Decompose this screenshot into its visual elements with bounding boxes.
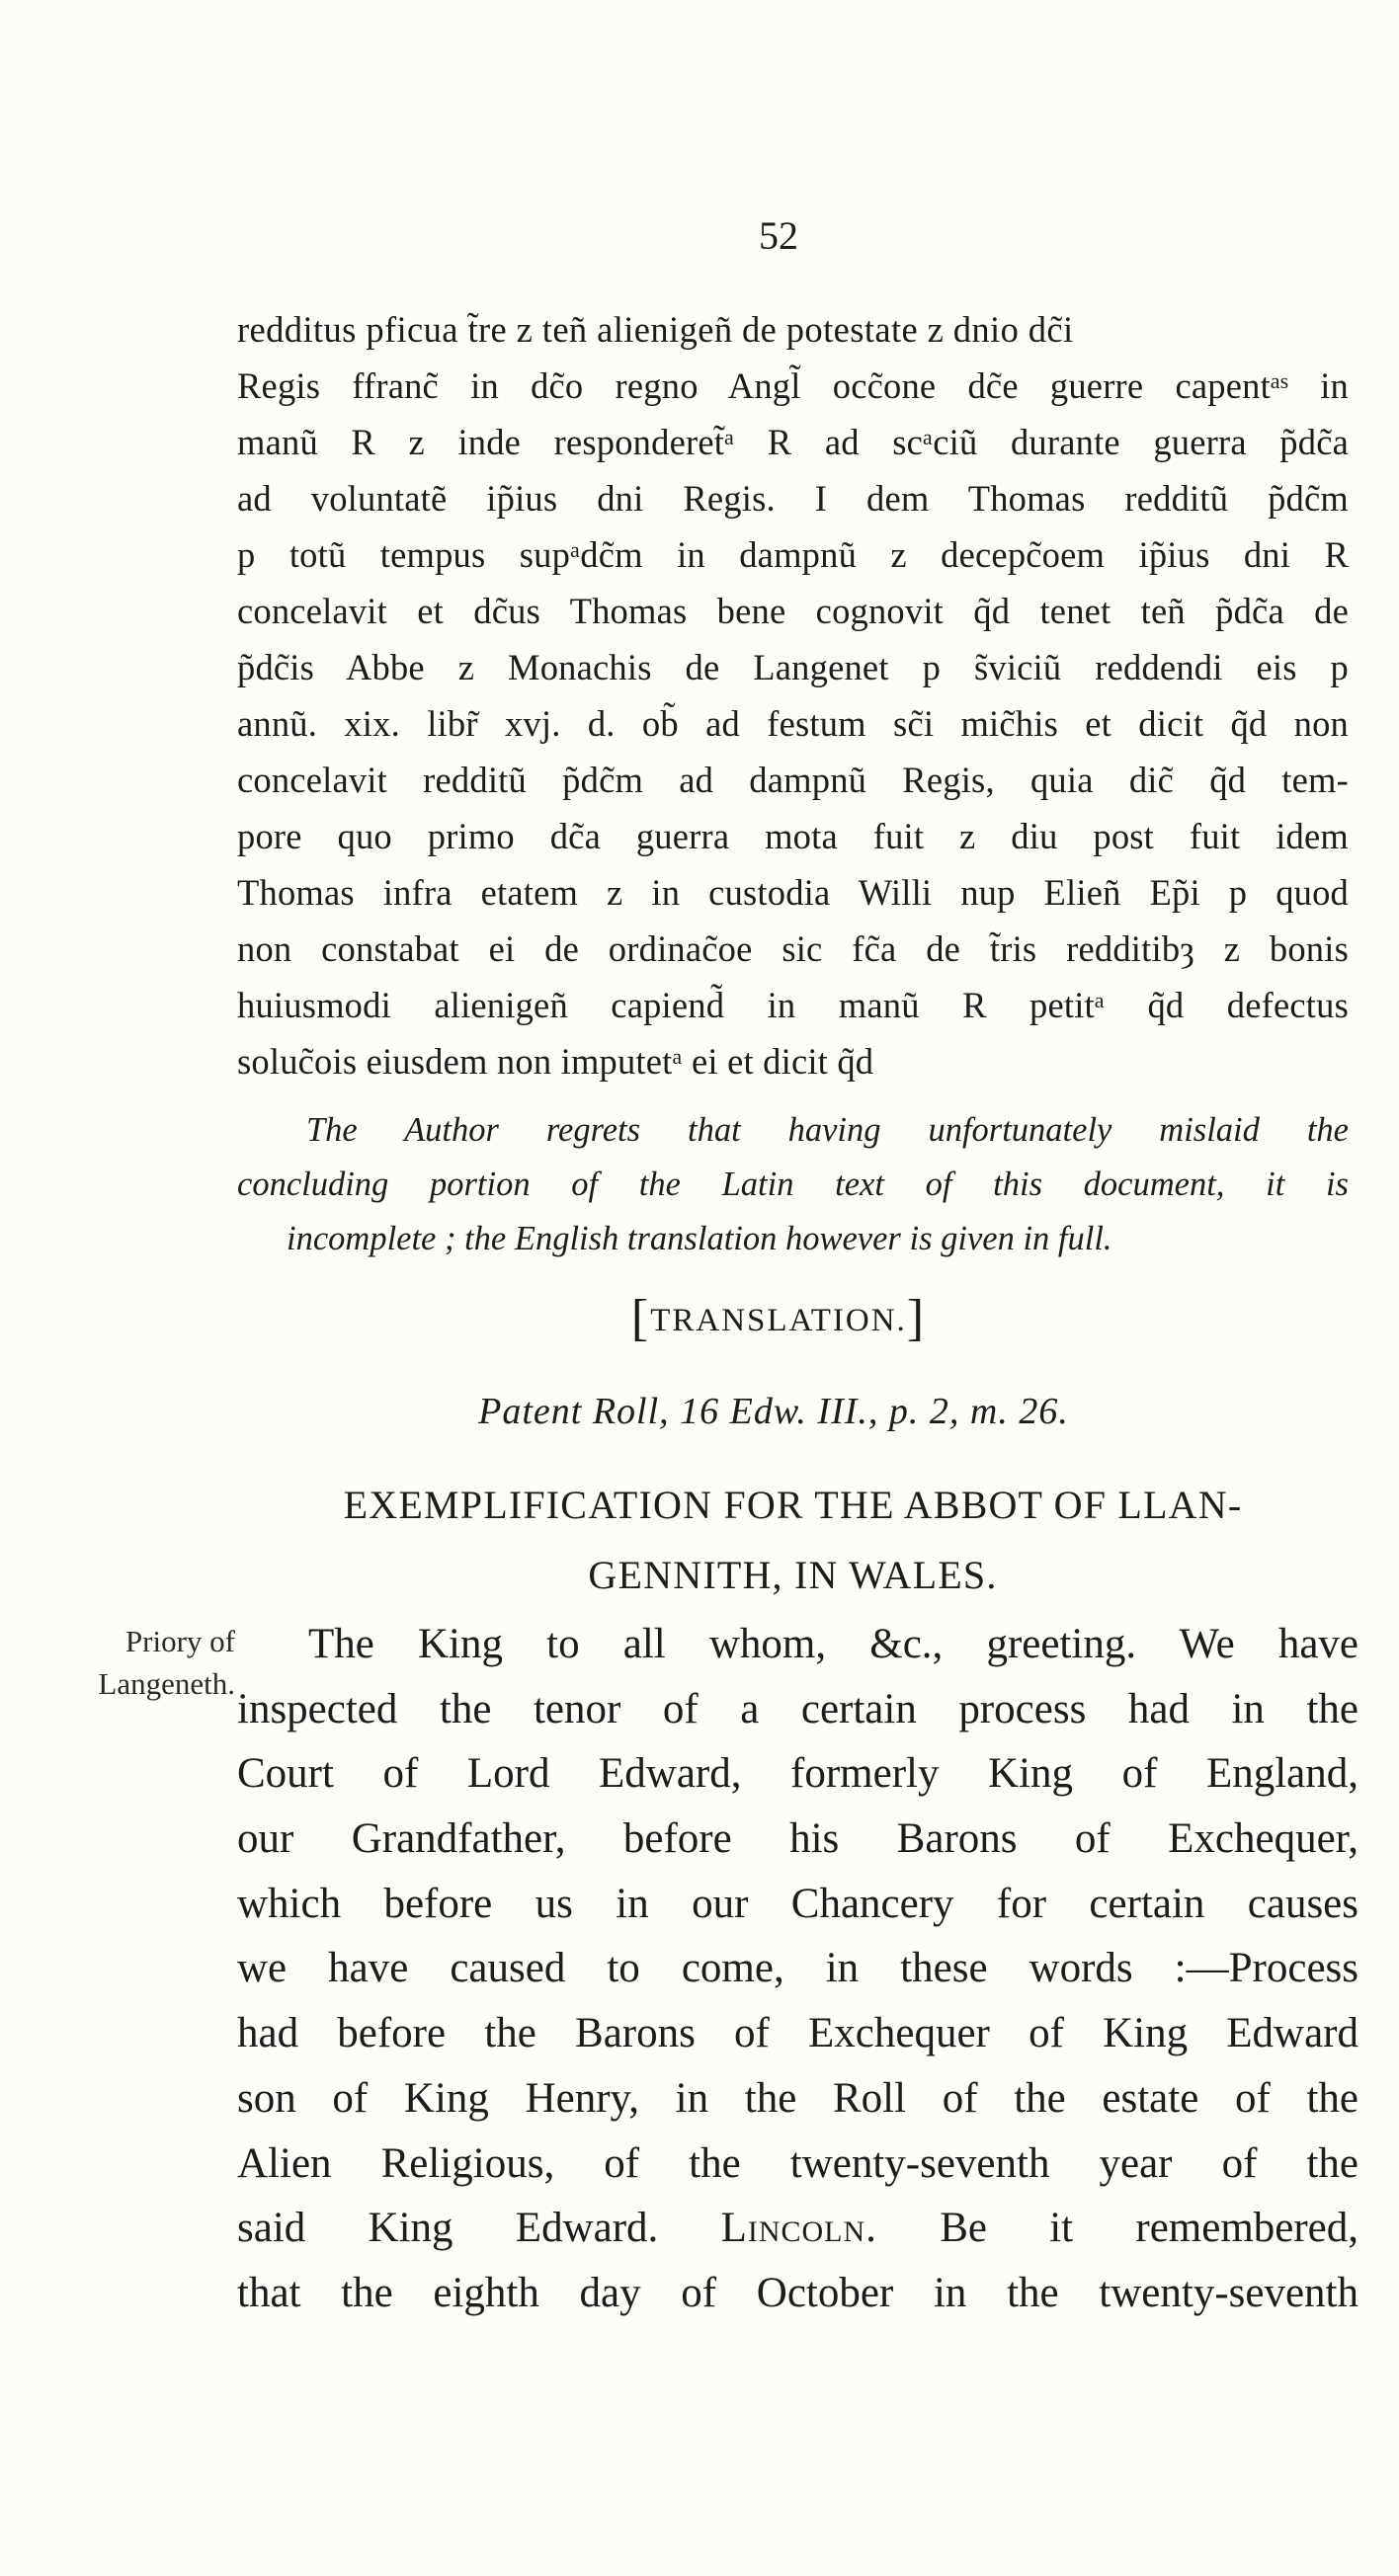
document-title	[237, 1470, 1349, 1610]
latin-line: p totũ tempus supᵃdc̃m in dampnũ z decepc̃oem ip̃ius dni R	[237, 534, 1349, 575]
latin-line: ad voluntatẽ ip̃ius dni Regis. I dem Thomas redditũ p̃dc̃m	[237, 478, 1349, 519]
latin-line: huiusmodi alienigeñ capiend̃ in manũ R petitᵃ q̃d defectus	[237, 985, 1349, 1025]
latin-line: soluc̃ois eiusdem non imputetᵃ ei et dicit q̃d	[237, 1041, 874, 1082]
place-name: Lincoln.	[720, 2205, 877, 2252]
margin-note-line: Langeneth.	[98, 1666, 235, 1701]
body-line: we have caused to come, in these words :—Process	[237, 1945, 1358, 1992]
body-line: Court of Lord Edward, formerly King of England,	[237, 1750, 1358, 1798]
body-line: had before the Barons of Exchequer of King Edward	[237, 2010, 1358, 2057]
latin-line: pore quo primo dc̃a guerra mota fuit z diu post fuit idem	[237, 816, 1349, 856]
latin-line: redditus pficua t̃re z teñ alienigeñ de potestate z dnio dc̃i	[237, 309, 1074, 350]
margin-note-line: Priory of	[124, 1624, 235, 1658]
left-bracket: [	[630, 1290, 651, 1346]
latin-line: Thomas infra etatem z in custodia Willi nup Elieñ Ep̃i p quod	[237, 872, 1349, 913]
latin-line: manũ R z inde responderet̃ᵃ R ad scᵃciũ durante guerra p̃dc̃a	[237, 422, 1349, 462]
author-note-line: The Author regrets that having unfortunately mislaid the	[306, 1111, 1349, 1149]
title-line: GENNITH, IN WALES.	[588, 1553, 998, 1597]
body-line: our Grandfather, before his Barons of Exchequer,	[237, 1815, 1358, 1863]
body-line: Alien Religious, of the twenty-seventh year of the	[237, 2139, 1358, 2187]
body-text: said King Edward.	[237, 2205, 659, 2252]
right-bracket: ]	[906, 1290, 927, 1346]
latin-line: concelavit redditũ p̃dc̃m ad dampnũ Regis, quia dic̃ q̃d tem-	[237, 760, 1349, 800]
body-text: Be it remembered,	[940, 2205, 1359, 2252]
latin-line: non constabat ei de ordinac̃oe sic fc̃a de t̃ris redditibȝ z bonis	[237, 928, 1349, 969]
body-line: that the eighth day of October in the twenty-seventh	[237, 2269, 1358, 2316]
page-number: 52	[759, 213, 798, 258]
title-line: EXEMPLIFICATION FOR THE ABBOT OF LLAN-	[343, 1483, 1243, 1527]
margin-note	[28, 1620, 235, 1705]
latin-text	[237, 301, 1349, 1089]
body-line	[237, 2196, 1358, 2261]
translation-body	[237, 1612, 1358, 2326]
translation-heading-text: TRANSLATION.	[650, 1303, 907, 1338]
body-line: which before us in our Chancery for certain causes	[237, 1880, 1358, 1927]
author-note-line: concluding portion of the Latin text of this document, it is	[237, 1166, 1349, 1203]
translation-heading	[79, 1289, 1399, 1347]
body-line: son of King Henry, in the Roll of the estate of the	[237, 2074, 1358, 2122]
latin-line: concelavit et dc̃us Thomas bene cognovit q̃d tenet teñ p̃dc̃a de	[237, 591, 1349, 631]
body-line: The King to all whom, &c., greeting. We have	[308, 1621, 1358, 1667]
latin-line: annũ. xix. libr̃ xvj. d. ob̃ ad festum sc̃i mic̃his et dicit q̃d non	[237, 703, 1349, 744]
patent-reference: Patent Roll, 16 Edw. III., p. 2, m. 26.	[478, 1391, 1069, 1432]
latin-line: p̃dc̃is Abbe z Monachis de Langenet p s̃viciũ reddendi eis p	[237, 647, 1349, 687]
body-line: inspected the tenor of a certain process had in the	[237, 1685, 1358, 1732]
latin-line: Regis ffranc̃ in dc̃o regno Angl̃ occ̃one dc̃e guerre capentᵃˢ in	[237, 365, 1349, 406]
author-note	[237, 1103, 1349, 1266]
author-note-line: incomplete ; the English translation however is given in full.	[287, 1220, 1112, 1257]
